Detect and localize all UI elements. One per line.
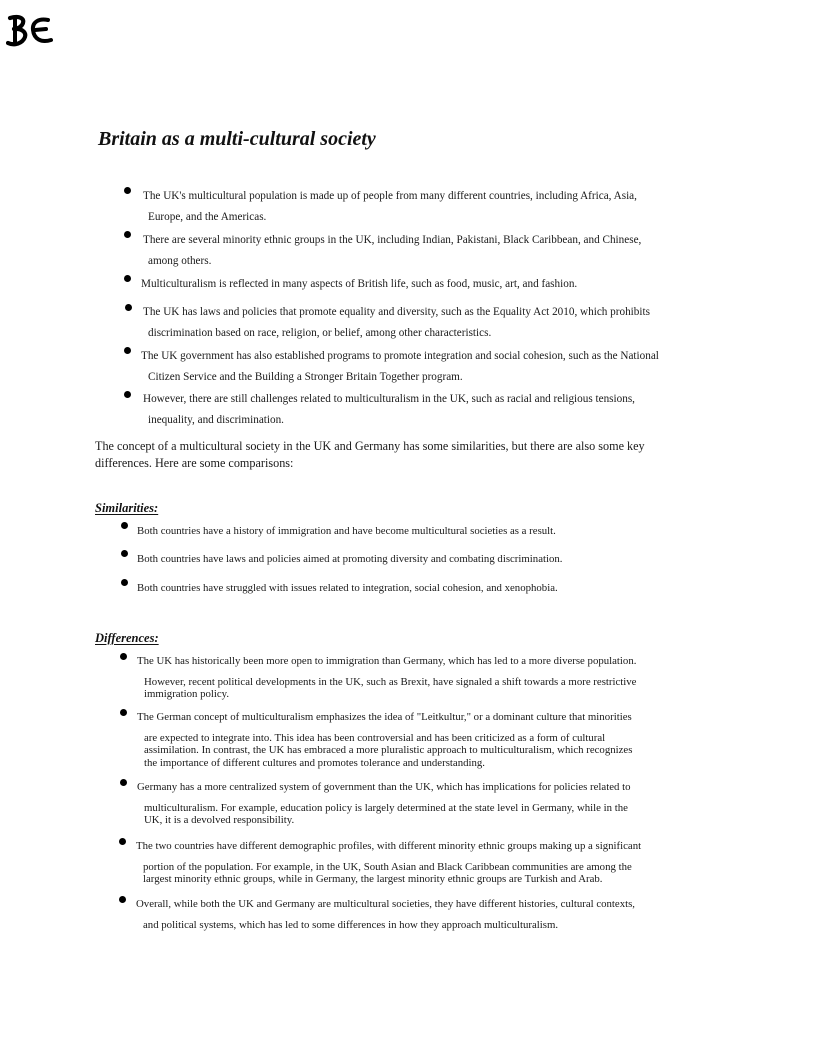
similarity-item-1: Both countries have a history of immigration and have become multicultural societies as a result. xyxy=(137,525,556,537)
bullet-dot xyxy=(119,896,126,903)
bullet-dot xyxy=(120,709,127,716)
comparison-intro: The concept of a multicultural society in the UK and Germany has some similarities, but there are also some key differences. Here are some comparisons: xyxy=(95,439,645,470)
page-title: Britain as a multi-cultural society xyxy=(98,128,376,150)
similarity-item-3: Both countries have struggled with issues related to integration, social cohesion, and xenophobia. xyxy=(137,582,558,594)
bullet-dot xyxy=(120,653,127,660)
intro-bullet-1: The UK's multicultural population is made up of people from many different countries, including Africa, Asia, Europe, and the Americas. xyxy=(143,190,637,223)
bullet-dot xyxy=(124,275,131,282)
bullet-dot xyxy=(124,347,131,354)
similarities-heading: Similarities: xyxy=(95,501,159,515)
intro-bullet-5: The UK government has also established programs to promote integration and social cohesion, such as the National Citizen Service and the Building a Stronger Britain Together program. xyxy=(141,350,659,383)
bullet-dot xyxy=(119,838,126,845)
difference-item-4: The two countries have different demographic profiles, with different minority ethnic groups making up a significant portion of the population. For example, in the UK, South Asian and Black Caribbean communities are among the largest minority ethnic groups, while in Germany, the largest minority ethnic groups are Turkish and Arab. xyxy=(136,840,642,885)
bullet-dot xyxy=(120,779,127,786)
bullet-dot xyxy=(124,231,131,238)
intro-bullet-4: The UK has laws and policies that promote equality and diversity, such as the Equality Act 2010, which prohibits discrimination based on race, religion, or belief, among other characteristics. xyxy=(143,306,650,339)
bullet-dot xyxy=(124,187,131,194)
bullet-dot xyxy=(121,579,128,586)
difference-item-5: Overall, while both the UK and Germany are multicultural societies, they have different histories, cultural contexts, and political systems, which has led to some differences in how they approach multiculturalism. xyxy=(136,898,636,931)
intro-bullet-3: Multiculturalism is reflected in many aspects of British life, such as food, music, art, and fashion. xyxy=(141,278,578,290)
bullet-dot xyxy=(121,522,128,529)
difference-item-1: The UK has historically been more open to immigration than Germany, which has led to a more diverse population. However, recent political developments in the UK, such as Brexit, have signaled a shift towards a more restrictive immigration policy. xyxy=(137,655,637,700)
similarity-item-2: Both countries have laws and policies aimed at promoting diversity and combating discrimination. xyxy=(137,553,563,565)
difference-item-2: The German concept of multiculturalism emphasizes the idea of "Leitkultur," or a dominant culture that minorities are expected to integrate into. This idea has been controversial and has been criticized as a form of cultural assimilation. In contrast, the UK has embraced a more pluralistic approach to multiculturalism, which recognizes the importance of different cultures and promotes tolerance and understanding. xyxy=(137,711,633,769)
logo-mark xyxy=(6,14,54,48)
difference-item-3: Germany has a more centralized system of government than the UK, which has implications for policies related to multiculturalism. For example, education policy is largely determined at the state level in Germany, while in the UK, it is a devolved responsibility. xyxy=(137,781,631,826)
bullet-dot xyxy=(124,391,131,398)
bullet-dot xyxy=(121,550,128,557)
differences-heading: Differences: xyxy=(95,631,159,645)
intro-bullet-2: There are several minority ethnic groups in the UK, including Indian, Pakistani, Black Caribbean, and Chinese, among others. xyxy=(143,234,642,267)
bullet-dot xyxy=(125,304,132,311)
intro-bullet-6: However, there are still challenges related to multiculturalism in the UK, such as racial and religious tensions, inequality, and discrimination. xyxy=(143,393,635,426)
